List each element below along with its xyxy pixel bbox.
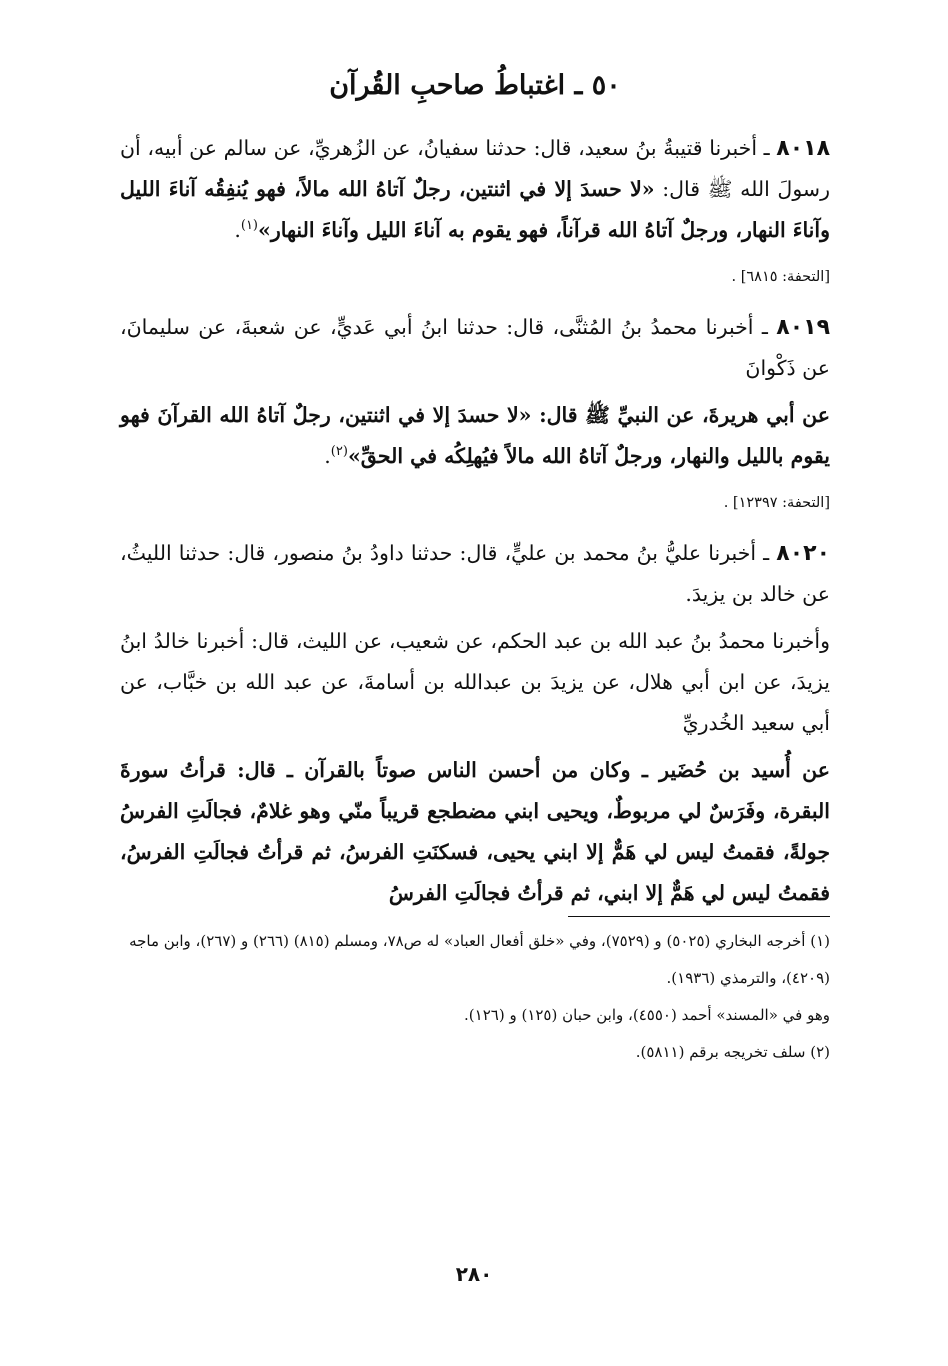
hadith-number: ٨٠١٨ bbox=[776, 136, 830, 161]
footnote-divider bbox=[568, 916, 830, 917]
hadith-8020 bbox=[120, 533, 830, 914]
hadith-paragraph bbox=[120, 533, 830, 615]
hadith-8019 bbox=[120, 307, 830, 515]
hadith-paragraph bbox=[120, 750, 830, 914]
hadith-paragraph bbox=[120, 307, 830, 389]
hadith-8018 bbox=[120, 128, 830, 289]
tuhfa-reference: [التحفة: ١٢٣٩٧] . bbox=[723, 495, 830, 511]
footnote-1-continued: وهو في «المسند» أحمد (٤٥٥٠)، وابن حبان (١٢٥) و (١٢٦). bbox=[464, 1006, 830, 1024]
isnad-text: ـ أخبرنا محمدُ بنُ المُثنَّى، قال: حدثنا ابنُ أبي عَديٍّ، عن شعبةَ، عن سليمانَ، عن ذَكْوانَ bbox=[120, 315, 830, 380]
hadith-number: ٨٠١٩ bbox=[776, 315, 830, 340]
hadith-paragraph bbox=[120, 395, 830, 477]
period: . bbox=[324, 444, 331, 468]
chapter-title: ٥٠ ـ اغتباطُ صاحبِ القُرآن bbox=[329, 70, 621, 101]
hadith-paragraph bbox=[120, 621, 830, 744]
footnote-ref[interactable]: (٢) bbox=[330, 444, 348, 460]
period: . bbox=[234, 218, 241, 242]
matn-text: عن أُسيد بن حُضَير ـ وكان من أحسن الناس صوتاً بالقرآن ـ قال: قرأتُ سورةَ البقرة، وفَرَسٌ لي مربوطٌ، ويحيى ابني مضطجع قريباً منّي وهو غلامٌ، فجالَتِ الفرسُ جولةً، فقمتُ ليس لي هَمٌّ إلا ابني يحيى، فسكنَتِ الفرسُ، ثم قرأتُ فجالَتِ الفرسُ، فقمتُ ليس لي هَمٌّ إلا ابني، ثم قرأتُ فجالَتِ الفرسُ bbox=[120, 758, 830, 905]
footnote-2: (٢) سلف تخريجه برقم (٥٨١١). bbox=[635, 1043, 830, 1061]
hadith-number: ٨٠٢٠ bbox=[776, 541, 830, 566]
tuhfa-reference: [التحفة: ٦٨١٥] . bbox=[731, 269, 830, 285]
matn-text: «لا حسدَ إلا في اثنتين، رجلٌ آتاهُ الله مالاً، فهو يُنفِقُه آناءَ الليل وآناءَ النهار، ورجلٌ آتاهُ الله قرآناً، فهو يقوم به آناءَ الليل وآناءَ النهار» bbox=[120, 177, 830, 242]
page-number: ٢٨٠ bbox=[455, 1262, 493, 1286]
footnote-ref[interactable]: (١) bbox=[240, 218, 258, 234]
isnad-text: وأخبرنا محمدُ بنُ عبد الله بن عبد الحكم، عن شعيب، عن الليث، قال: أخبرنا خالدُ ابنُ يزيدَ، عن ابن أبي هلال، عن يزيدَ بن عبدالله بن أسامةَ، عن عبد الله بن خبَّاب، عن أبي سعيد الخُدريِّ bbox=[120, 629, 830, 735]
footnotes bbox=[120, 923, 830, 1071]
hadith-paragraph bbox=[120, 128, 830, 251]
isnad-text: ـ أخبرنا عليُّ بنُ محمد بن عليٍّ، قال: حدثنا داودُ بنُ منصور، قال: حدثنا الليثُ، عن خالد بن يزيدَ. bbox=[120, 541, 830, 606]
footnote-1: (١) أخرجه البخاري (٥٠٢٥) و (٧٥٢٩)، وفي «خلق أفعال العباد» له ص٧٨، ومسلم (٨١٥) (٢٦٦) و (٢٦٧)، وابن ماجه (٤٢٠٩)، والترمذي (١٩٣٦). bbox=[129, 932, 830, 987]
matn-text: عن أبي هريرةَ، عن النبيِّ ﷺ قال: «لا حسدَ إلا في اثنتين، رجلٌ آتاهُ الله القرآنَ فهو يقوم بالليل والنهار، ورجلٌ آتاهُ الله مالاً فيُهلِكُه في الحقِّ» bbox=[120, 403, 830, 468]
isnad-text: ـ أخبرنا قتيبةُ بنُ سعيد، قال: حدثنا سفيانُ، عن الزُهريِّ، عن سالم عن أبيه، أن رسولَ الله ﷺ قال: bbox=[120, 136, 830, 201]
